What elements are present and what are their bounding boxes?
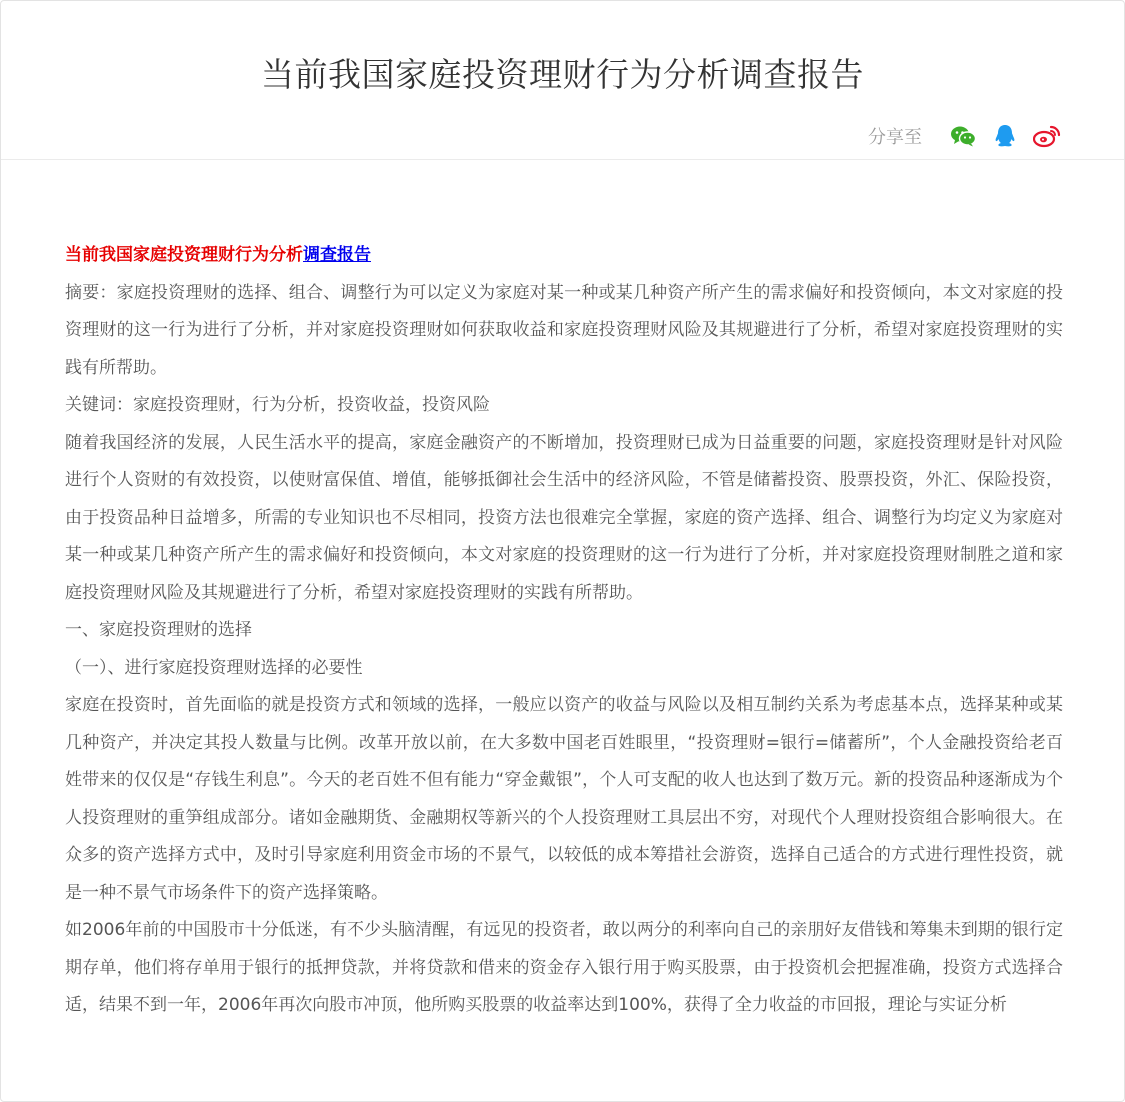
page-title: 当前我国家庭投资理财行为分析调查报告	[261, 55, 864, 94]
document-heading-text: 当前我国家庭投资理财行为分析	[65, 245, 303, 265]
report-link[interactable]: 调查报告	[303, 245, 371, 265]
qq-icon[interactable]	[990, 121, 1020, 151]
document-heading	[65, 237, 1063, 275]
body-paragraph: 如2006年前的中国股市十分低迷，有不少头脑清醒，有远见的投资者，敢以两分的利率向自己的亲朋好友借钱和筹集未到期的银行定期存单，他们将存单用于银行的抵押贷款，并将贷款和借来的资金存入银行用于购买股票，由于投资机会把握准确，投资方式选择合适，结果不到一年，2006年再次向股市冲顶，他所购买股票的收益率达到100%，获得了全力收益的市回报，理论与实证分析	[65, 920, 1063, 1015]
wechat-icon[interactable]	[948, 121, 978, 151]
body-paragraph: 家庭在投资时，首先面临的就是投资方式和领域的选择，一般应以资产的收益与风险以及相互制约关系为考虑基本点，选择某种或某几种资产，并决定其投人数量与比例。改革开放以前，在大多数中国老百姓眼里，“投资理财=银行=储蓄所”，个人金融投资给老百姓带来的仅仅是“存钱生利息”。今天的老百姓不但有能力“穿金戴银”，个人可支配的收人也达到了数万元。新的投资品种逐渐成为个人投资理财的重笋组成部分。诸如金融期货、金融期权等新兴的个人投资理财工具层出不穷，对现代个人理财投资组合影响很大。在众多的资产选择方式中，及时引导家庭利用资金市场的不景气，以较低的成本筹措社会游资，选择自己适合的方式进行理性投资，就是一种不景气市场条件下的资产选择策略。	[65, 695, 1063, 903]
share-bar	[868, 119, 1062, 153]
article-body	[65, 237, 1063, 1025]
weibo-icon[interactable]	[1032, 121, 1062, 151]
share-label: 分享至	[868, 127, 922, 148]
abstract-paragraph: 摘要：家庭投资理财的选择、组合、调整行为可以定义为家庭对某一种或某几种资产所产生的需求偏好和投资倾向，本文对家庭的投资理财的这一行为进行了分析，并对家庭投资理财如何获取收益和家庭投资理财风险及其规避进行了分析，希望对家庭投资理财的实践有所帮助。	[65, 282, 1063, 378]
article-header	[1, 1, 1124, 160]
intro-paragraph: 随着我国经济的发展，人民生活水平的提高，家庭金融资产的不断增加，投资理财已成为日益重要的问题，家庭投资理财是针对风险进行个人资财的有效投资，以使财富保值、增值，能够抵御社会生活中的经济风险，不管是储蓄投资、股票投资，外汇、保险投资，由于投资品种日益增多，所需的专业知识也不尽相同，投资方法也很难完全掌握，家庭的资产选择、组合、调整行为均定义为家庭对某一种或某几种资产所产生的需求偏好和投资倾向，本文对家庭的投资理财的这一行为进行了分析，并对家庭投资理财制胜之道和家庭投资理财风险及其规避进行了分析，希望对家庭投资理财的实践有所帮助。	[65, 432, 1063, 603]
subsection-heading: （一）、进行家庭投资理财选择的必要性	[65, 657, 363, 678]
section-heading: 一、家庭投资理财的选择	[65, 620, 252, 640]
keywords-paragraph: 关键词：家庭投资理财，行为分析，投资收益，投资风险	[65, 395, 490, 415]
